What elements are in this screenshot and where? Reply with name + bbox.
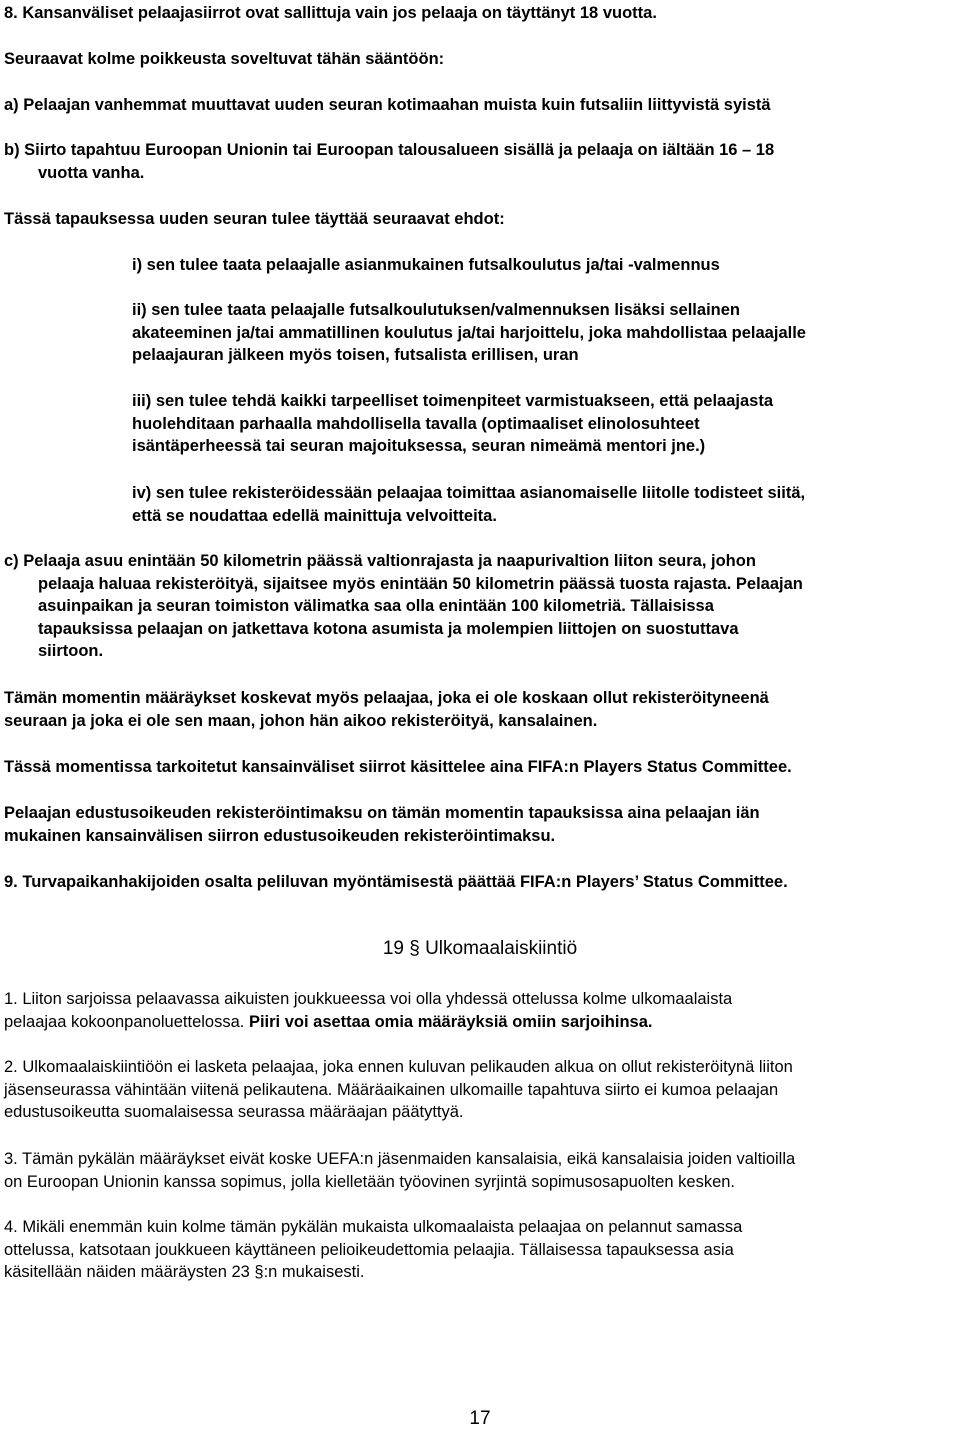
section-19-paragraph-4: 4. Mikäli enemmän kuin kolme tämän pykälän mukaista ulkomaalaista pelaajaa on pelannut samassa ottelussa, katsotaan joukkueen käyttäneen pelioikeudettomia pelaajia. Tällaisessa tapauksessa asia käsitellään näiden määräysten 23 §:n mukaisesti. bbox=[4, 1218, 743, 1281]
item-8-title: 8. Kansanväliset pelaajasiirrot ovat sallittuja vain jos pelaaja on täyttänyt 18 vuotta. bbox=[4, 4, 657, 22]
condition-iii: iii) sen tulee tehdä kaikki tarpeelliset toimenpiteet varmistuakseen, että pelaajasta huolehditaan parhaalla mahdollisella tavalla (optimaaliset elinolosuhteet isäntäperheessä tai seuran majoituksessa, seuran nimeämä mentori jne.) bbox=[132, 392, 774, 455]
conditions-intro: Tässä tapauksessa uuden seuran tulee täyttää seuraavat ehdot: bbox=[4, 210, 505, 228]
item-8-exception-c: c) Pelaaja asuu enintään 50 kilometrin päässä valtionrajasta ja naapurivaltion liiton seura, johon pelaaja haluaa rekisteröityä, sijaitsee myös enintään 50 kilometrin päässä tuosta rajasta. Pelaajan asuinpaikan ja seuran toimiston välimatka saa olla enintään 100 kilometriä. Tällaisissa tapauksissa pelaajan on jatkettava kotona asumista ja molempien liittojen on suostuttava siirtoon. bbox=[4, 552, 803, 660]
condition-i: i) sen tulee taata pelaajalle asianmukainen futsalkoulutus ja/tai -valmennus bbox=[132, 256, 720, 274]
item-8-intro: Seuraavat kolme poikkeusta soveltuvat tähän sääntöön: bbox=[4, 50, 445, 68]
item-8-paragraph-3: Pelaajan edustusoikeuden rekisteröintimaksu on tämän momentin tapauksissa aina pelaajan iän mukainen kansainvälisen siirron edustusoikeuden rekisteröintimaksu. bbox=[4, 804, 760, 845]
item-8-exception-b: b) Siirto tapahtuu Euroopan Unionin tai Euroopan talousalueen sisällä ja pelaaja on iältään 16 – 18 vuotta vanha. bbox=[4, 141, 775, 182]
section-19-heading: 19 § Ulkomaalaiskiintiö bbox=[382, 938, 578, 959]
condition-iv: iv) sen tulee rekisteröidessään pelaajaa toimittaa asianomaiselle liitolle todisteet siitä, että se noudattaa edellä mainittuja velvoitteita. bbox=[132, 484, 806, 525]
page-number: 17 bbox=[469, 1408, 491, 1429]
section-19-paragraph-1: 1. Liiton sarjoissa pelaavassa aikuisten joukkueessa voi olla yhdessä ottelussa kolme ulkomaalaista pelaajaa kokoonpanoluettelossa. Piiri voi asettaa omia määräyksiä omiin sarjoihinsa. bbox=[4, 990, 733, 1031]
section-19-paragraph-2: 2. Ulkomaalaiskiintiöön ei lasketa pelaajaa, joka ennen kuluvan pelikauden alkua on ollut rekisteröitynä liiton jäsenseurassa vähintään viitenä pelikautena. Määräaikainen ulkomaille tapahtuva siirto ei kumoa pelaajan edustusoikeutta suomalaisessa seurassa määräajan päätyttyä. bbox=[4, 1058, 793, 1121]
section-19-paragraph-3: 3. Tämän pykälän määräykset eivät koske UEFA:n jäsenmaiden kansalaisia, eikä kansalaisia joiden valtioilla on Euroopan Unionin kanssa sopimus, jolla kielletään työovinen syrjintä sopimusosapuolten kesken. bbox=[4, 1150, 796, 1191]
item-8-paragraph-2: Tässä momentissa tarkoitetut kansainväliset siirrot käsittelee aina FIFA:n Players Status Committee. bbox=[4, 758, 792, 776]
item-8-paragraph-1: Tämän momentin määräykset koskevat myös pelaajaa, joka ei ole koskaan ollut rekisteröityneenä seuraan ja joka ei ole sen maan, johon hän aikoo rekisteröityä, kansalainen. bbox=[4, 689, 769, 730]
condition-ii: ii) sen tulee taata pelaajalle futsalkoulutuksen/valmennuksen lisäksi sellainen akateeminen ja/tai ammatillinen koulutus ja/tai harjoittelu, joka mahdollistaa pelaajalle pelaajauran jälkeen myös toisen, futsalista erillisen, uran bbox=[132, 301, 806, 364]
item-8-exception-a: a) Pelaajan vanhemmat muuttavat uuden seuran kotimaahan muista kuin futsaliin liittyvistä syistä bbox=[4, 96, 771, 114]
item-9: 9. Turvapaikanhakijoiden osalta peliluvan myöntämisestä päättää FIFA:n Players’ Status Committee. bbox=[4, 873, 788, 891]
